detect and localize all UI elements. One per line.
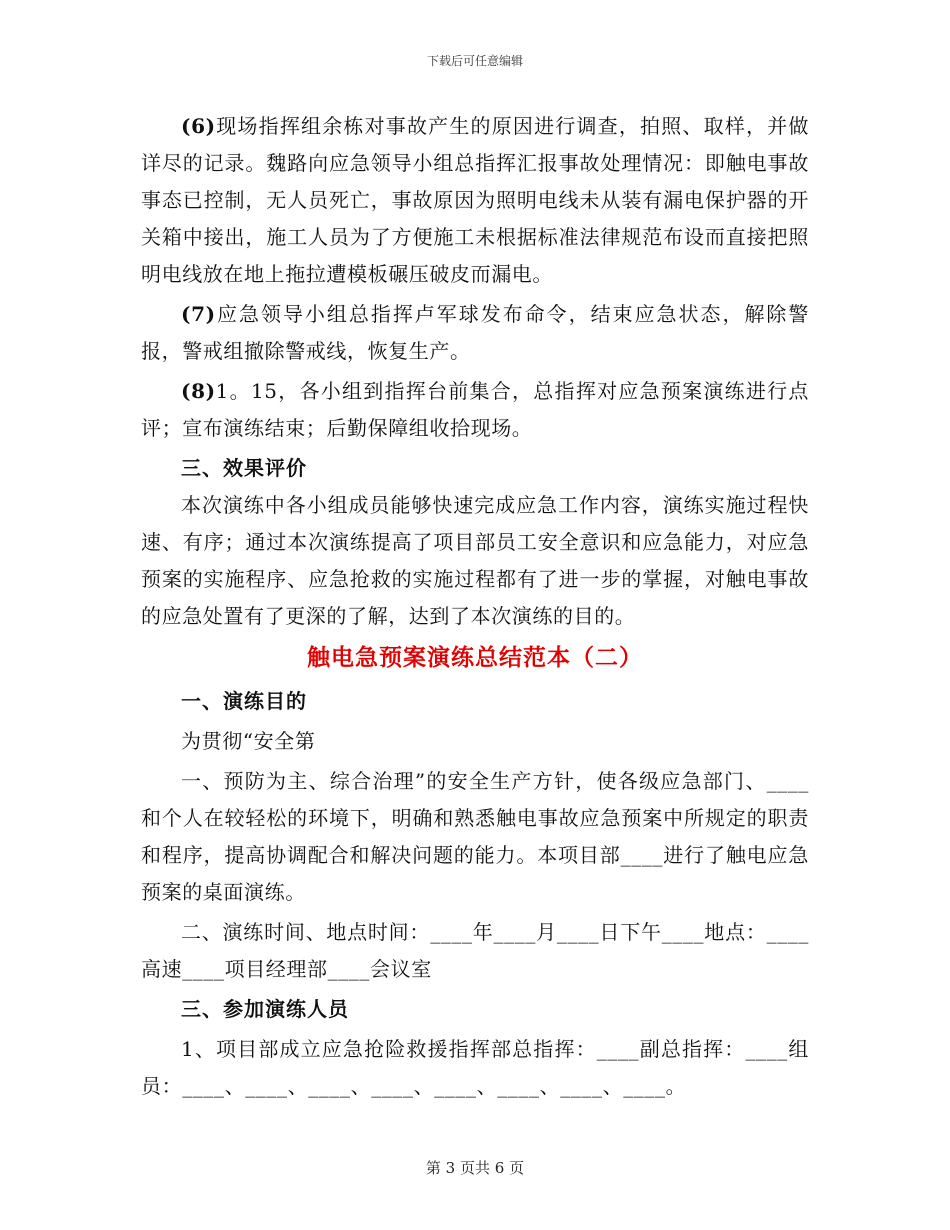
document-title: 触电急预案演练总结范本（二）: [307, 644, 643, 671]
evaluation-text: 本次演练中各小组成员能够快速完成应急工作内容，演练实施过程快速、有序；通过本次演练提高了项目部员工安全意识和应急能力，对应急预案的实施程序、应急抢救的实施过程都有了进一步的掌握，对触电事故的应急处置有了更深的了解，达到了本次演练的目的。: [141, 493, 809, 628]
item-number: (6): [181, 114, 216, 138]
document-body: [141, 108, 809, 1105]
participants-text: 1、项目部成立应急抢险救援指挥部总指挥：____副总指挥：____组员：____、____、____、____、____、____、____、____。: [141, 1037, 809, 1098]
page-footer: 第 3 页共 6 页: [425, 1159, 525, 1177]
section-heading-participants: 三、参加演练人员: [181, 997, 349, 1021]
item-text: 1。15，各小组到指挥台前集合，总指挥对应急预案演练进行点评；宣布演练结束；后勤保障组收拾现场。: [141, 379, 809, 440]
paragraph-item-6: [141, 108, 809, 293]
section-heading-purpose: 一、演练目的: [181, 689, 307, 713]
paragraph-item-8: [141, 373, 809, 447]
purpose-text-1: 为贯彻“安全第: [181, 729, 316, 753]
item-number: (7): [181, 302, 216, 326]
time-location-text: 二、演练时间、地点时间：____年____月____日下午____地点：____高速____项目经理部____会议室: [141, 920, 809, 981]
item-text: 应急领导小组总指挥卢军球发布命令，结束应急状态，解除警报，警戒组撤除警戒线，恢复生产。: [141, 302, 809, 363]
item-number: (8): [181, 379, 216, 403]
section-heading-evaluation: 三、效果评价: [181, 456, 307, 480]
item-text: 现场指挥组余栋对事故产生的原因进行调查，拍照、取样，并做详尽的记录。魏路向应急领导小组总指挥汇报事故处理情况：即触电事故事态已控制，无人员死亡，事故原因为照明电线未从装有漏电保护器的开关箱中接出，施工人员为了方便施工未根据标准法律规范布设而直接把照明电线放在地上拖拉遭模板碾压破皮而漏电。: [141, 114, 809, 286]
page-header: 下载后可任意编辑: [426, 54, 523, 68]
purpose-text-2: 一、预防为主、综合治理”的安全生产方针，使各级应急部门、____和个人在较轻松的环境下，明确和熟悉触电事故应急预案中所规定的职责和程序，提高协调配合和解决问题的能力。本项目部____进行了触电应急预案的桌面演练。: [141, 769, 809, 904]
paragraph-item-7: [141, 296, 809, 370]
